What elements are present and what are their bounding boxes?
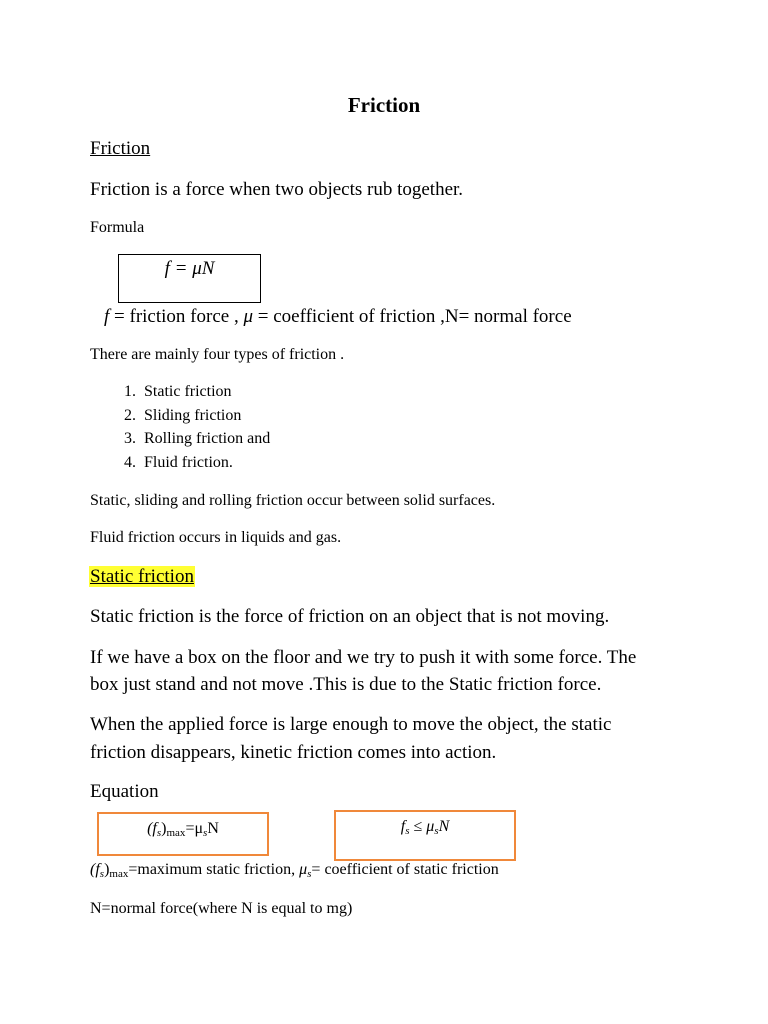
list-number: 3. [124,430,136,448]
list-item [89,380,270,404]
applied-force-line-2: friction disappears, kinetic friction comes into action. [90,742,497,763]
eq1-lhs-close: ) [161,820,167,837]
legend-f-desc: = friction force , [109,306,244,327]
friction-definition: Friction is a force when two objects rub together. [90,179,464,200]
eq2-f: f [400,818,406,835]
applied-force-line-1: When the applied force is large enough to move the object, the static [90,714,612,735]
def1-desc: =maximum static friction, [128,861,300,878]
list-number: 4. [124,454,136,472]
eq2-rel: ≤ μ [409,818,435,835]
fluid-friction-note: Fluid friction occurs in liquids and gas. [90,529,342,546]
def1-mu-desc: = coefficient of static friction [311,861,499,878]
section-heading-static-friction [89,566,195,588]
list-number: 2. [124,406,136,424]
equation-label: Equation [90,781,159,802]
eq1-lhs-sub: s [156,827,162,839]
def1-mu-sub: s [307,868,312,880]
types-intro: There are mainly four types of friction . [90,346,345,363]
eq2-mu-sub: s [434,825,439,837]
formula-label: Formula [90,219,145,236]
legend-mu-desc: = coefficient of friction ,N= normal force [253,306,572,327]
box-example-line-2: box just stand and not move .This is due to the Static friction force. [90,674,602,695]
eq1-rhs-sub: s [203,827,208,839]
list-item-label: Static friction [144,383,232,400]
solid-surfaces-note: Static, sliding and rolling friction occur between solid surfaces. [90,492,496,509]
legend-f-symbol: f [104,306,110,327]
def1-open: (f [90,861,100,878]
equation-definitions [90,861,499,880]
def1-mu: μ [299,861,308,878]
eq2-tail: N [438,818,450,835]
section-heading-friction: Friction [90,138,151,159]
normal-force-definition: N=normal force(where N is equal to mg) [90,900,353,917]
formula-text: f = μN [164,258,215,279]
formula-legend [104,306,572,328]
list-item [89,451,270,475]
page-title: Friction [347,93,421,117]
eq1-lhs-open: (f [147,820,157,837]
friction-types-list [89,380,270,475]
static-friction-paragraph: Static friction is the force of friction on an object that is not moving. [90,606,610,627]
list-number: 1. [124,383,136,400]
list-item-label: Sliding friction [144,406,242,424]
list-item-label: Rolling friction and [144,430,271,448]
eq1-rhs: =μ [185,820,204,837]
box-example-line-1: If we have a box on the floor and we try to push it with some force. The [90,647,637,668]
highlighted-heading: Static friction [90,566,194,587]
equation-inequality [334,818,516,837]
eq2-f-sub: s [405,825,410,837]
list-item-label: Fluid friction. [144,454,233,472]
def1-close: ) [104,861,110,878]
equation-max-static [97,820,269,839]
legend-mu-symbol: μ [243,306,253,327]
eq1-rhs-tail: N [207,820,219,837]
def1-sub: s [99,868,105,880]
def1-max: max [109,868,129,880]
list-item [89,427,270,451]
list-item [89,404,270,428]
eq1-max: max [166,827,186,839]
